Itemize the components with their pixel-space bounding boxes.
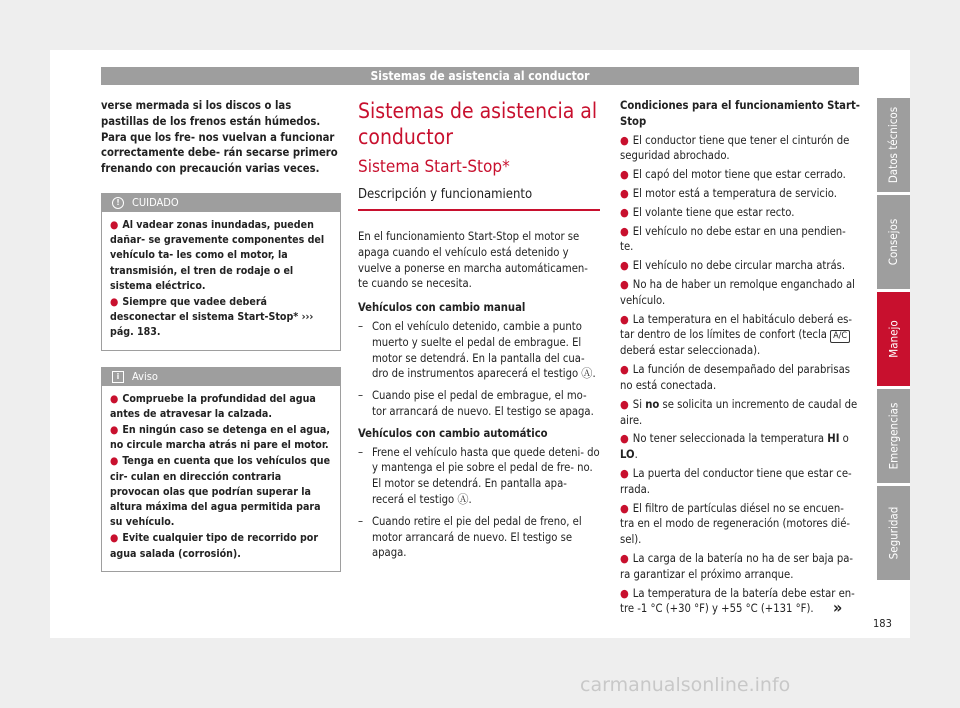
note-header: [102, 368, 340, 386]
list-item: [620, 312, 860, 360]
bullet-icon: ●: [620, 205, 629, 219]
list-item-text: El motor está a temperatura de servicio.: [632, 186, 837, 200]
caution-title: CUIDADO: [132, 195, 179, 209]
bullet-icon: ●: [110, 392, 119, 405]
emphasis: LO: [620, 448, 635, 462]
list-item: [620, 258, 860, 274]
bullet-icon: ●: [620, 363, 629, 377]
list-item: [620, 501, 860, 548]
list-item: [110, 295, 334, 341]
list-item-text: La puerta del conductor tiene que estar ce- rrada.: [620, 466, 852, 496]
list-item-text: Compruebe la profundidad del agua antes de atravesar la calzada.: [110, 392, 316, 420]
bullet-icon: ●: [620, 501, 629, 515]
list-item: [110, 392, 334, 422]
list-item: [620, 397, 860, 429]
list-item: [620, 224, 860, 256]
list-item: [110, 531, 334, 561]
page-header: Sistemas de asistencia al conductor: [101, 67, 859, 85]
list-item: [620, 277, 860, 309]
list-item-text: Cuando pise el pedal de embrague, el mo- tor arrancará de nuevo. El testigo se apaga.: [372, 389, 594, 418]
bullet-icon: ●: [620, 259, 629, 273]
list-item: [110, 423, 334, 453]
list-item-text: o: [839, 432, 849, 446]
list-item-text: El vehículo no debe circular marcha atrás.: [632, 259, 846, 273]
manual-heading: Vehículos con cambio manual: [358, 301, 526, 315]
list-item-text: El filtro de partículas diésel no se encuen- tra en el modo de regeneración (motores dié- sel).: [620, 501, 851, 547]
tab-label: Seguridad: [886, 506, 901, 560]
bullet-icon: ●: [620, 432, 629, 446]
list-item: [620, 205, 860, 221]
tab-datos-tecnicos[interactable]: [877, 98, 910, 192]
bullet-icon: ●: [620, 186, 629, 200]
list-item: [620, 133, 860, 165]
list-item: [620, 362, 860, 394]
list-item-text: Al vadear zonas inundadas, pueden dañar- se gravemente componentes del vehículo ta- les como el motor, la transmisión, el tren de rodaje o el sistema eléctrico.: [110, 218, 325, 292]
subsection-title: Descripción y funcionamiento: [358, 186, 600, 211]
list-item-text: .: [634, 448, 638, 462]
list-item-text: se solicita un incremento de caudal de aire.: [620, 397, 858, 427]
bullet-icon: ●: [620, 312, 629, 326]
list-item-text: Con el vehículo detenido, cambie a punto muerto y suelte el pedal de embrague. El motor se detendrá. En la pantalla del cua- dro de instrumentos aparecerá el testigo Ⓐ.: [372, 319, 596, 381]
list-item-text: Siempre que vadee deberá desconectar el sistema Start-Stop* ››› pág. 183.: [110, 296, 314, 339]
list-item-text: Evite cualquier tipo de recorrido por agua salada (corrosión).: [110, 532, 319, 560]
page-number: 183: [873, 617, 892, 630]
dash-marker: –: [358, 514, 364, 528]
list-item-text: El volante tiene que estar recto.: [632, 205, 795, 219]
tab-label: Consejos: [886, 218, 901, 266]
tab-manejo[interactable]: [877, 292, 910, 386]
info-icon: i: [112, 371, 124, 383]
list-item-text: No tener seleccionada la temperatura: [632, 432, 828, 446]
list-item: [110, 218, 334, 294]
list-item-text: Tenga en cuenta que los vehículos que cir- culan en dirección contraria provocan olas que podrían superar la altura máxima del agua permitida para su vehículo.: [110, 455, 331, 529]
warning-icon: !: [112, 197, 124, 209]
tab-label: Datos técnicos: [886, 106, 901, 184]
column-left: [101, 98, 341, 572]
continue-icon: »: [833, 598, 843, 617]
watermark: carmanualsonline.info: [580, 674, 791, 696]
list-item: [358, 514, 600, 561]
ac-key: A/C: [830, 330, 850, 343]
column-middle: [358, 98, 600, 567]
emphasis: no: [645, 397, 660, 411]
bullet-icon: ●: [620, 168, 629, 182]
bullet-icon: ●: [620, 551, 629, 565]
dash-marker: –: [358, 319, 364, 333]
tab-label: Emergencias: [886, 402, 901, 470]
dash-marker: –: [358, 445, 364, 459]
note-title: Aviso: [132, 369, 158, 383]
list-item-text: Frene el vehículo hasta que quede deteni- do y mantenga el pie sobre el pedal de fre- no. El motor se detendrá. En pantalla apa- recerá el testigo Ⓐ.: [372, 445, 600, 506]
dash-marker: –: [358, 389, 364, 403]
bullet-icon: ●: [110, 424, 119, 437]
bullet-icon: ●: [620, 466, 629, 480]
column-right: [620, 98, 860, 620]
bullet-icon: ●: [620, 277, 629, 291]
list-item: [110, 454, 334, 530]
list-item-text: La temperatura en el habitáculo deberá es- tar dentro de los límites de confort (tecla: [620, 312, 853, 342]
chapter-title: Sistemas de asistencia al conductor: [358, 99, 598, 149]
conditions-heading: Condiciones para el funcionamiento Start- Stop: [620, 99, 860, 128]
list-item: [358, 319, 600, 382]
list-item-text: La temperatura de la batería debe estar en- tre -1 °C (+30 °F) y +55 °C (+131 °F).: [620, 586, 855, 616]
bullet-icon: ●: [110, 455, 119, 468]
caution-box: [101, 193, 341, 351]
list-item: [620, 551, 860, 583]
intro-paragraph: En el funcionamiento Start-Stop el motor se apaga cuando el vehículo está detenido y vuelve a ponerse en marcha automáticamen- te cuando se necesita.: [358, 230, 588, 291]
note-body: [102, 386, 340, 571]
list-item: [620, 466, 860, 498]
intro-text: verse mermada si los discos o las pastillas de los frenos están húmedos. Para que los fre- nos vuelvan a funcionar correctamente debe- rán secarse primero frenando con precaución varias veces.: [101, 99, 338, 176]
list-item-text: Si: [632, 397, 646, 411]
bullet-icon: ●: [620, 133, 629, 147]
list-item-text: deberá estar seleccionada).: [620, 344, 761, 358]
emphasis: HI: [827, 432, 840, 446]
list-item-text: La función de desempañado del parabrisas no está conectada.: [620, 363, 851, 392]
list-item: [620, 431, 860, 463]
list-item-text: Cuando retire el pie del pedal de freno, el motor arrancará de nuevo. El testigo se apaga.: [372, 514, 582, 560]
bullet-icon: ●: [110, 532, 119, 545]
list-item-text: El conductor tiene que tener el cinturón de seguridad abrochado.: [620, 133, 850, 163]
list-item: [620, 186, 860, 202]
auto-heading: Vehículos con cambio automático: [358, 426, 548, 440]
list-item-text: No ha de haber un remolque enganchado al vehículo.: [620, 277, 855, 307]
caution-header: [102, 194, 340, 212]
bullet-icon: ●: [620, 224, 629, 238]
tab-label: Manejo: [886, 320, 901, 358]
tab-consejos[interactable]: [877, 195, 910, 289]
list-item: [620, 167, 860, 183]
note-box: [101, 367, 341, 572]
tab-seguridad[interactable]: [877, 486, 910, 580]
list-item-text: El vehículo no debe estar en una pendien- te.: [620, 224, 846, 254]
list-item-text: En ningún caso se detenga en el agua, no circule marcha atrás ni pare el motor.: [110, 424, 330, 452]
list-item-text: La carga de la batería no ha de ser baja pa- ra garantizar el próximo arranque.: [620, 551, 854, 581]
caution-body: [102, 212, 340, 350]
bullet-icon: ●: [110, 218, 119, 231]
bullet-icon: ●: [620, 397, 629, 411]
list-item: [358, 388, 600, 420]
bullet-icon: ●: [110, 296, 119, 308]
list-item: [358, 445, 600, 508]
list-item-text: El capó del motor tiene que estar cerrado.: [632, 168, 846, 182]
list-item: [620, 586, 860, 618]
section-title: Sistema Start-Stop*: [358, 157, 510, 177]
tab-emergencias[interactable]: [877, 389, 910, 483]
bullet-icon: ●: [620, 586, 629, 600]
